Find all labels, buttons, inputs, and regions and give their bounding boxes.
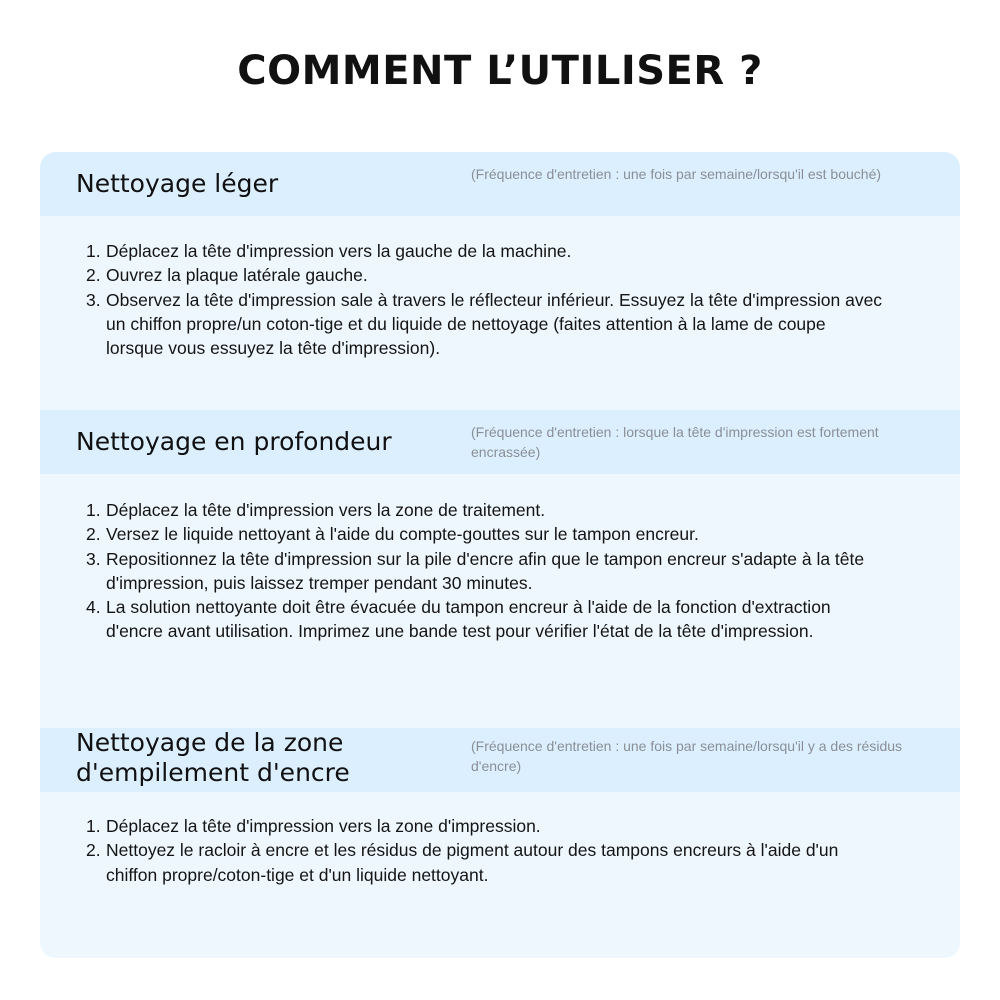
page-title: COMMENT L’UTILISER ? bbox=[237, 48, 763, 94]
section-frequency: (Fréquence d'entretien : une fois par semaine/lorsqu'il y a des résidus d'encre) bbox=[471, 738, 903, 774]
section-title: Nettoyage en profondeur bbox=[76, 427, 392, 456]
section-header bbox=[40, 728, 960, 792]
list-item: 1. Déplacez la tête d'impression vers la zone d'impression. bbox=[86, 816, 541, 836]
section-frequency: (Fréquence d'entretien : lorsque la tête d'impression est fortement encrassée) bbox=[471, 424, 879, 460]
section-title: Nettoyage de la zone d'empilement d'encre bbox=[76, 728, 350, 787]
list-item: 2. Versez le liquide nettoyant à l'aide du compte-gouttes sur le tampon encreur. bbox=[86, 524, 699, 545]
section-header bbox=[40, 410, 960, 474]
steps-list bbox=[86, 239, 886, 360]
list-item: 4. La solution nettoyante doit être évacuée du tampon encreur à l'aide de la fonction d'extraction d'encre avant utilisation. Imprimez une bande test pour vérifier l'état de la tête d'impression. bbox=[86, 597, 831, 642]
list-item: 1. Déplacez la tête d'impression vers la zone de traitement. bbox=[86, 500, 546, 520]
section-frequency: (Fréquence d'entretien : une fois par semaine/lorsqu'il est bouché) bbox=[471, 166, 882, 182]
section-header bbox=[40, 152, 960, 216]
list-item: 2. Nettoyez le racloir à encre et les résidus de pigment autour des tampons encreurs à l'aide d'un chiffon propre/coton-tige et d'un liquide nettoyant. bbox=[86, 840, 839, 885]
steps-list bbox=[86, 814, 886, 887]
list-item: 3. Repositionnez la tête d'impression sur la pile d'encre afin que le tampon encreur s'adapte à la tête d'impression, puis laissez tremper pendant 30 minutes. bbox=[86, 548, 865, 593]
list-item: 1. Déplacez la tête d'impression vers la gauche de la machine. bbox=[86, 241, 572, 261]
instructions-panel bbox=[40, 152, 960, 958]
section-title: Nettoyage léger bbox=[76, 169, 279, 198]
list-item: 2. Ouvrez la plaque latérale gauche. bbox=[86, 265, 368, 286]
list-item: 3. Observez la tête d'impression sale à travers le réflecteur inférieur. Essuyez la tête d'impression avec un chiffon propre/un coton-tige et du liquide de nettoyage (faites attention à la lame de coupe lorsque vous essuyez la tête d'impression). bbox=[86, 289, 883, 359]
steps-list bbox=[86, 498, 886, 644]
